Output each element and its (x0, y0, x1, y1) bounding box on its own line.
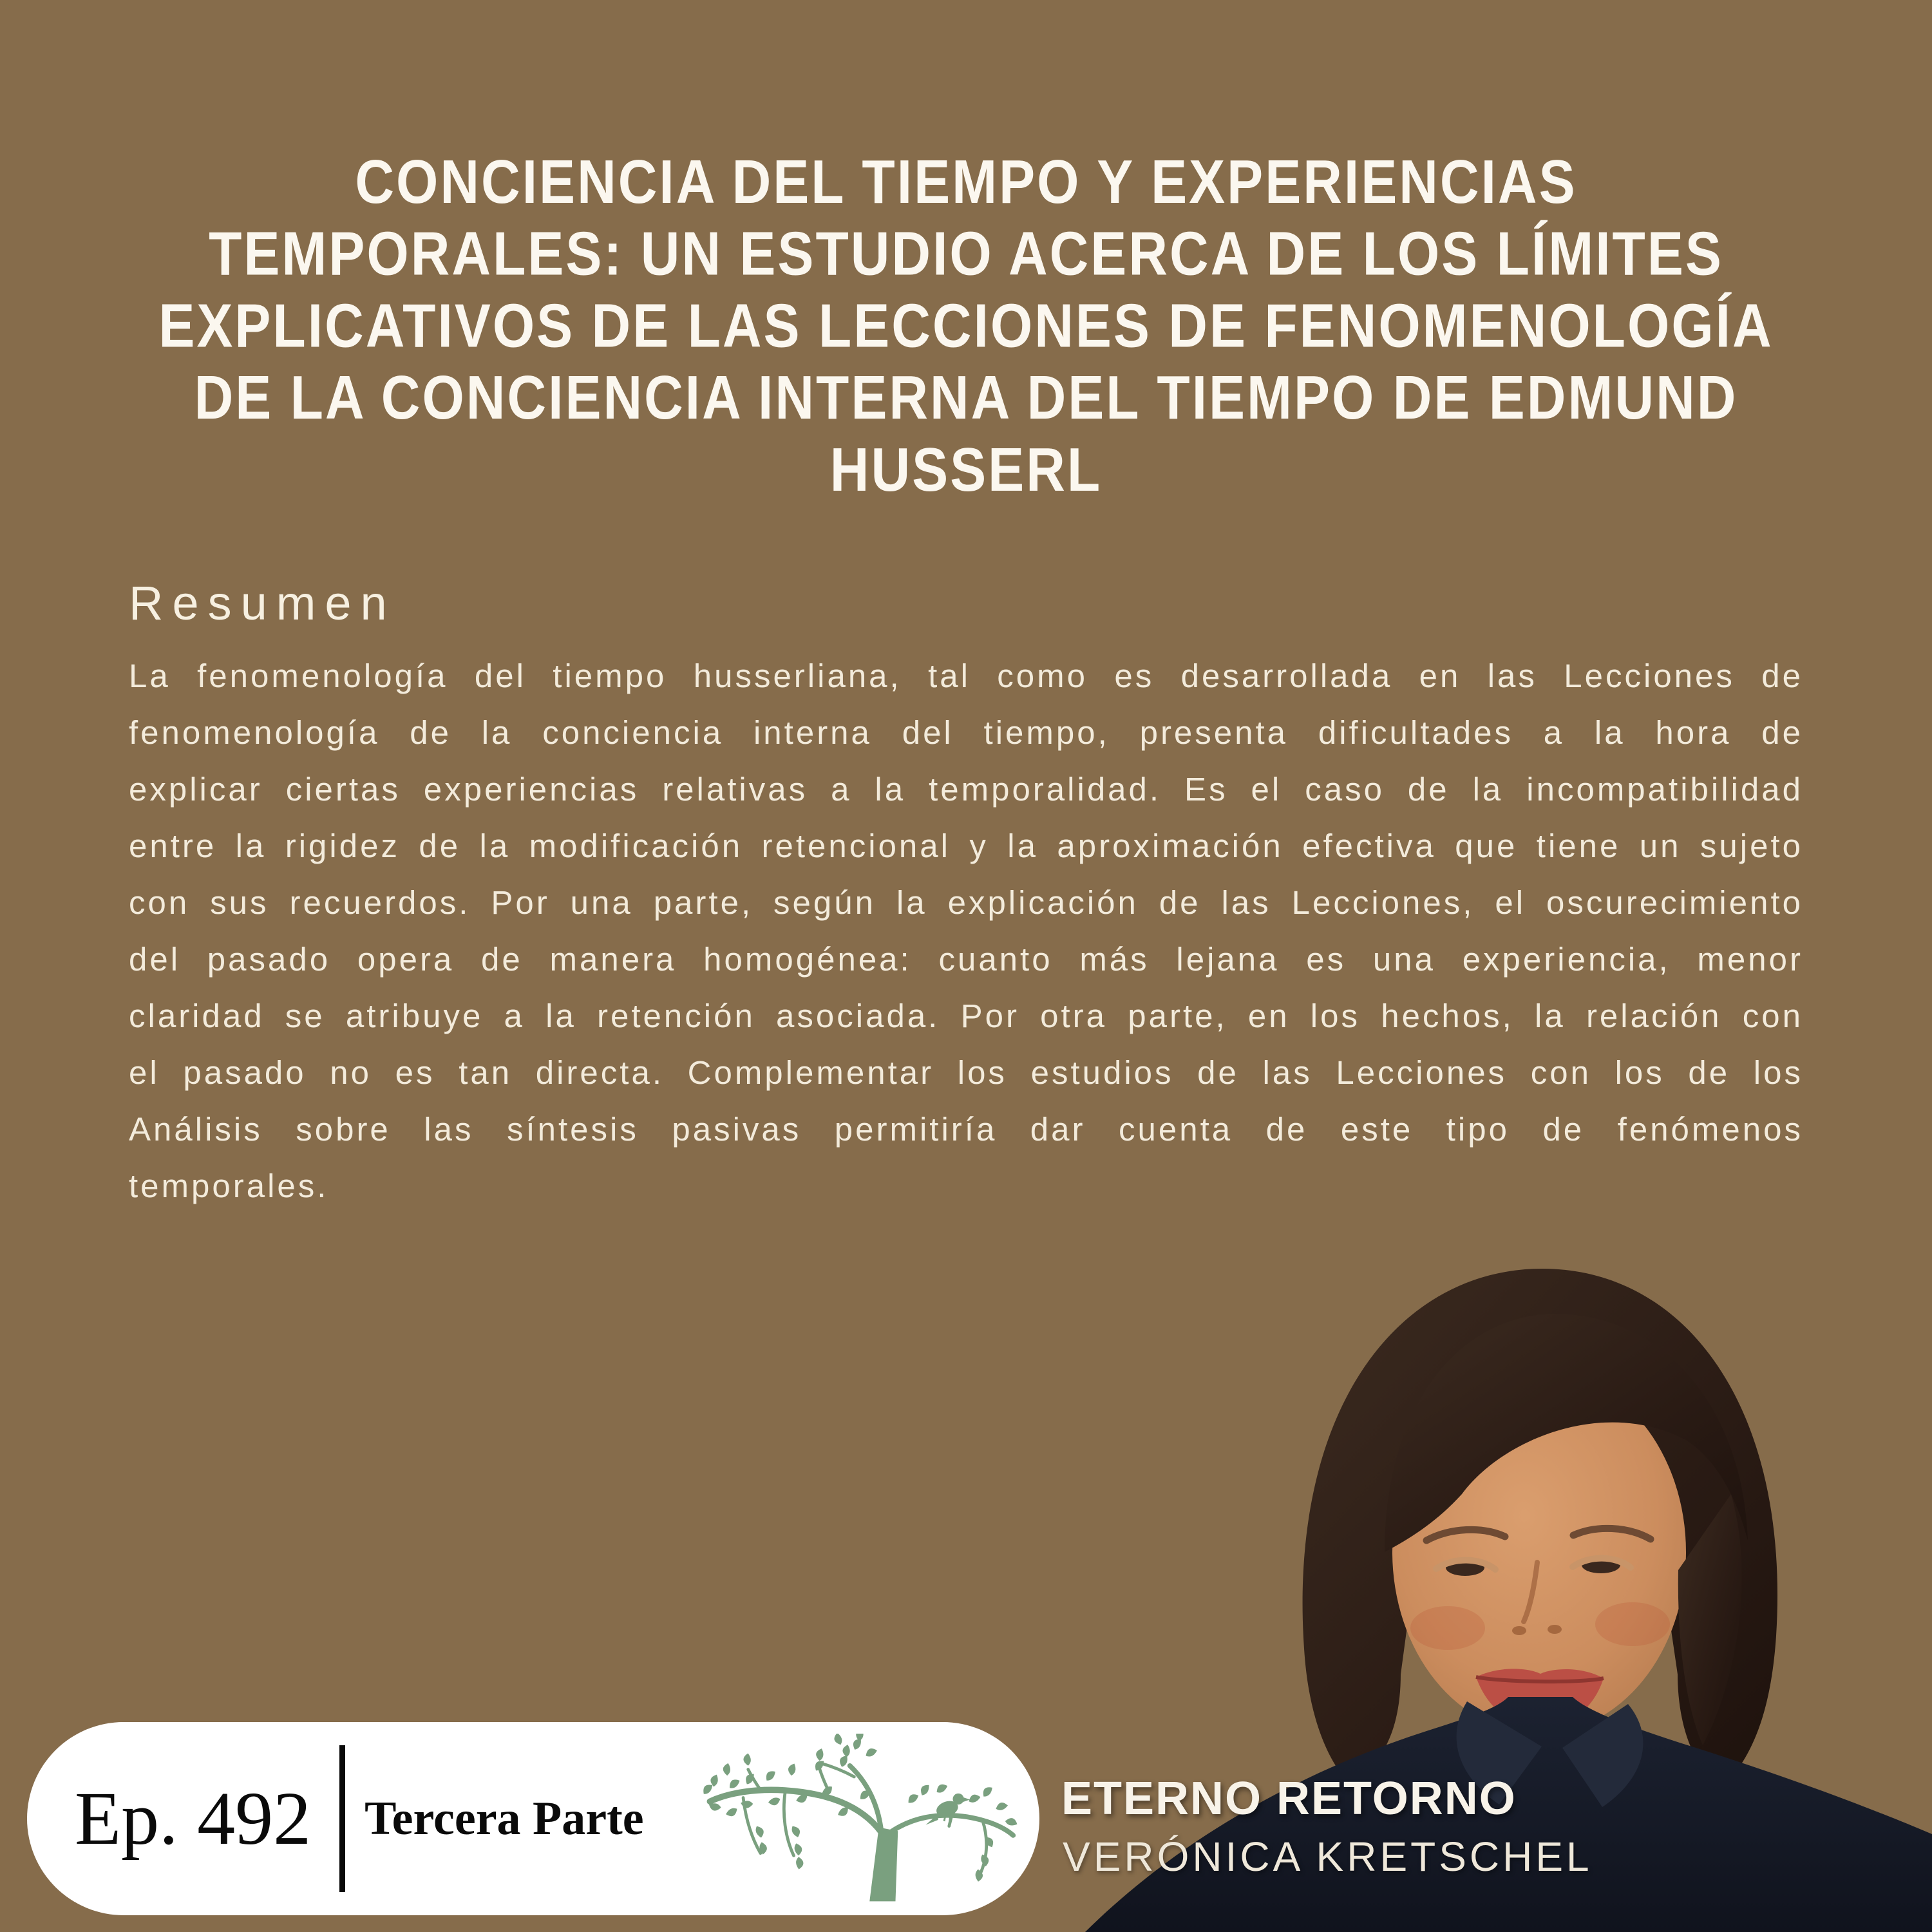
tree-trunk (869, 1827, 898, 1901)
cheek-left (1410, 1606, 1485, 1650)
episode-number: Ep. 492 (75, 1776, 312, 1861)
episode-badge (27, 1722, 1039, 1915)
cheek-right (1595, 1602, 1670, 1646)
divider-bar (339, 1745, 345, 1892)
nostril-left (1512, 1626, 1526, 1635)
host-name: VERÓNICA KRETSCHEL (1063, 1833, 1593, 1880)
title-line-1: CONCIENCIA DEL TIEMPO Y EXPERIENCIAS (355, 147, 1577, 216)
episode-part: Tercera Parte (365, 1792, 644, 1845)
host-photo (1050, 1249, 1932, 1932)
tree-with-bird-icon (685, 1734, 1033, 1906)
title-line-2: TEMPORALES: UN ESTUDIO ACERCA DE LOS LÍMITES (209, 219, 1723, 289)
abstract-body: La fenomenología del tiempo husserliana, tal como es desarrollada en las Lecciones de fenomenología de la conciencia interna del tiempo, presenta dificultades a la hora de explicar ciertas experiencias relativas a la temporalidad. Es el caso de la incompatibilidad entre la rigidez de la modificación retencional y la aproximación efectiva que tiene un sujeto con sus recuerdos. Por una parte, según la explicación de las Lecciones, el oscurecimiento del pasado opera de manera homogénea: cuanto más lejana es una experiencia, menor claridad se atribuye a la retención asociada. Por otra parte, en los hechos, la relación con el pasado no es tan directa. Complementar los estudios de las Lecciones con los de los Análisis sobre las síntesis pasivas permitiría dar cuenta de este tipo de fenómenos temporales. (129, 658, 1803, 1204)
brand-name: ETERNO RETORNO (1061, 1773, 1517, 1824)
title-line-5: HUSSERL (829, 435, 1103, 504)
title-line-3: EXPLICATIVOS DE LAS LECCIONES DE FENOMENOLOGÍA (158, 290, 1774, 360)
abstract-heading: Resumen (129, 576, 396, 630)
title-line-4: DE LA CONCIENCIA INTERNA DEL TIEMPO DE EDMUND (194, 363, 1738, 432)
episode-title (158, 146, 1773, 506)
tree-leaves (701, 1734, 1019, 1882)
bird (925, 1794, 970, 1825)
nostril-right (1548, 1625, 1562, 1634)
